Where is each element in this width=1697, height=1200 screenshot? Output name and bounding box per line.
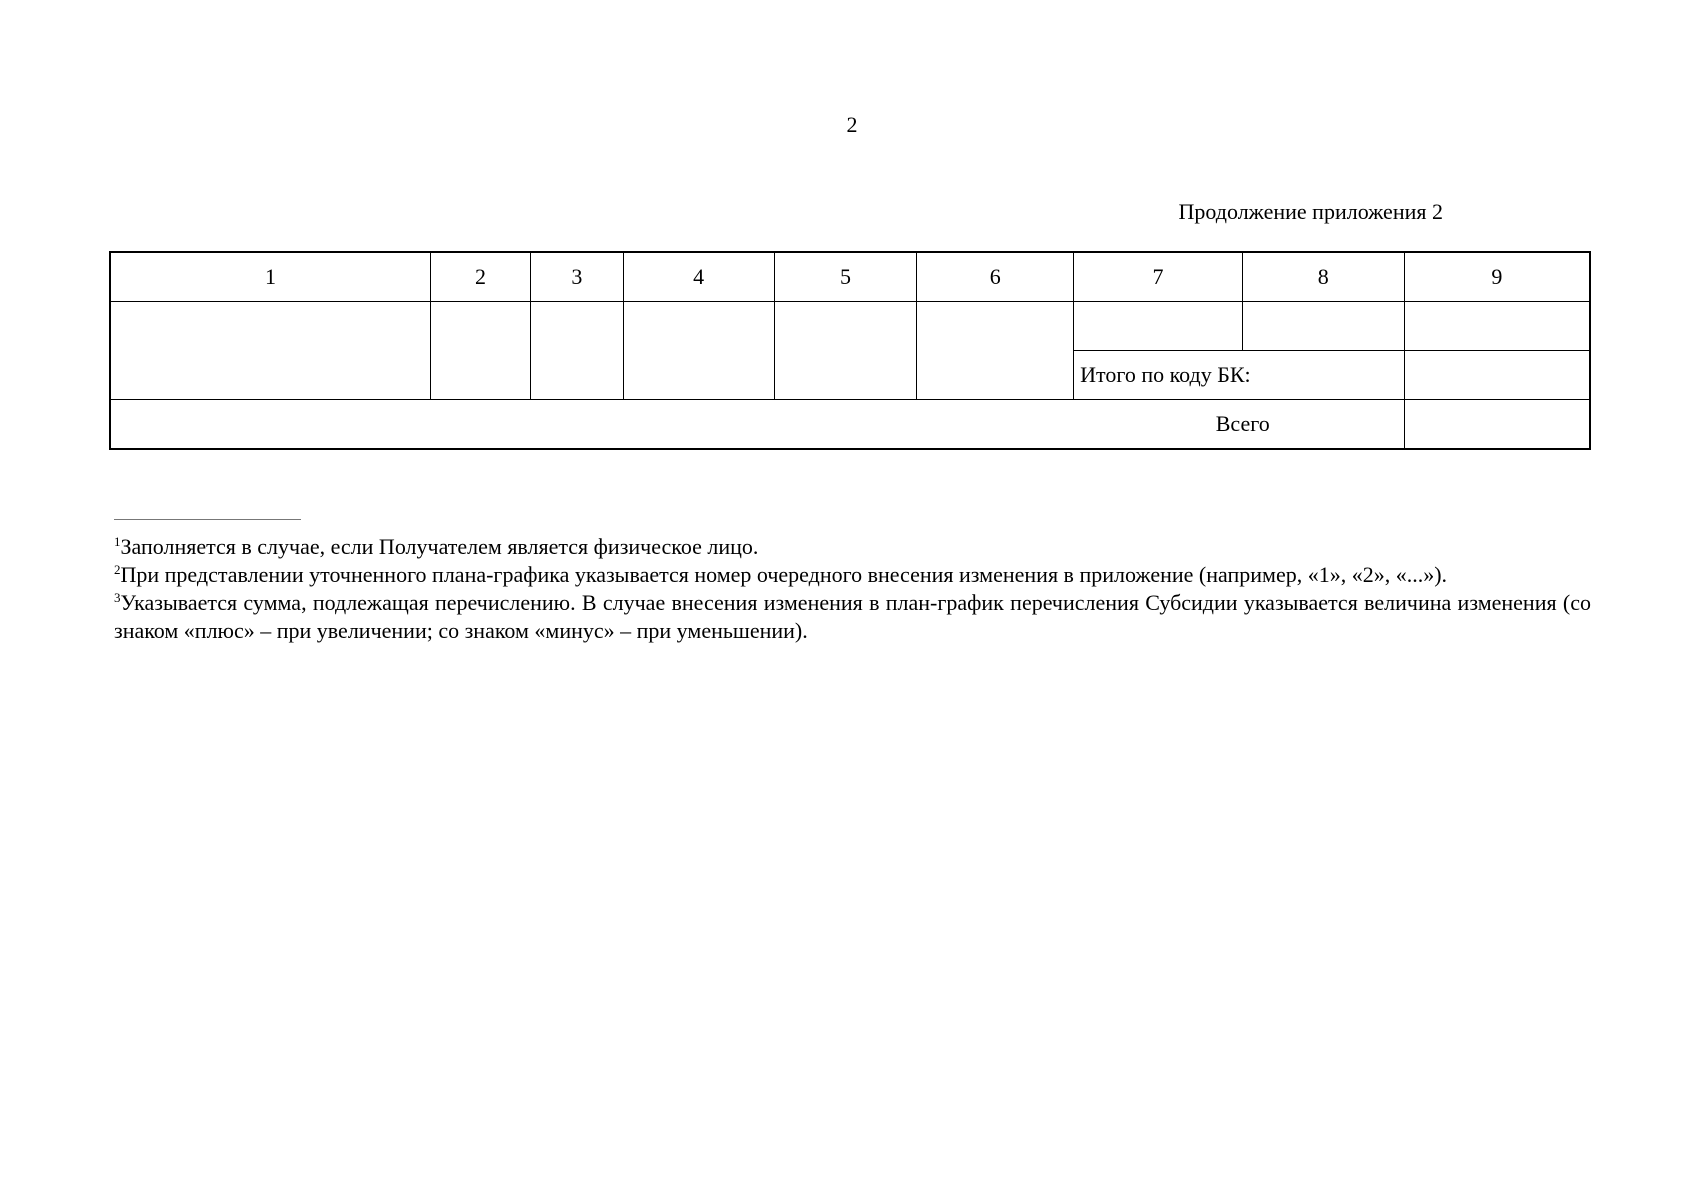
continuation-heading: Продолжение приложения 2 [1178, 199, 1443, 224]
table-cell [917, 302, 1074, 400]
subtotal-value [1404, 351, 1590, 400]
total-row [110, 400, 1590, 450]
total-label: Всего [110, 400, 1404, 450]
footnote [114, 561, 1591, 589]
payment-schedule-table [109, 251, 1591, 450]
table-cell [1074, 302, 1243, 351]
table-cell [110, 302, 431, 400]
column-header: 4 [623, 252, 774, 302]
footnote-text: Указывается сумма, подлежащая перечислению. В случае внесения изменения в план-график перечисления Субсидии указывается величина изменения (со знаком «плюс» – при увеличении; со знаком «минус» – при уменьшении). [114, 590, 1591, 643]
column-header: 6 [917, 252, 1074, 302]
footnote-separator [114, 519, 301, 520]
total-value [1404, 400, 1590, 450]
column-header: 7 [1074, 252, 1243, 302]
column-header: 8 [1242, 252, 1404, 302]
footnote-mark: 3 [114, 590, 121, 605]
table-cell [774, 302, 917, 400]
column-header: 5 [774, 252, 917, 302]
column-header: 2 [431, 252, 531, 302]
column-header: 3 [530, 252, 623, 302]
page-number: 2 [846, 112, 858, 137]
footnote-mark: 2 [114, 562, 121, 577]
table-row [110, 302, 1590, 351]
table-cell [530, 302, 623, 400]
footnote-mark: 1 [114, 534, 121, 549]
footnotes [114, 533, 1591, 645]
footnote [114, 533, 1591, 561]
footnote-text: При представлении уточненного плана-графика указывается номер очередного внесения изменения в приложение (например, «1», «2», «...»). [120, 562, 1448, 587]
column-header: 9 [1404, 252, 1590, 302]
table-cell [431, 302, 531, 400]
table-header-row [110, 252, 1590, 302]
footnote-text: Заполняется в случае, если Получателем является физическое лицо. [120, 534, 759, 559]
footnote [114, 589, 1591, 645]
table-cell [623, 302, 774, 400]
table-cell [1404, 302, 1590, 351]
table-cell [1242, 302, 1404, 351]
column-header: 1 [110, 252, 431, 302]
subtotal-label: Итого по коду БК: [1074, 351, 1405, 400]
